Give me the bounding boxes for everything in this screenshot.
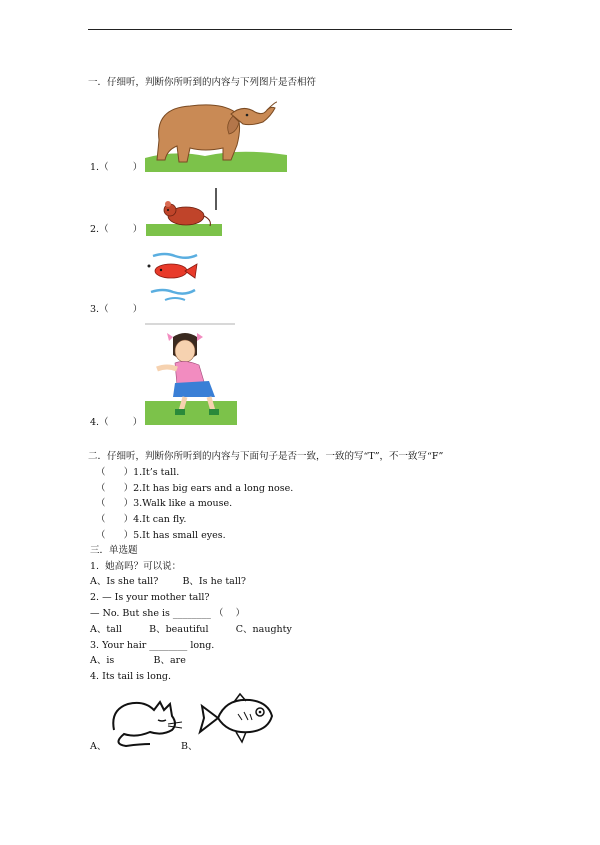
item-2-label: 2.（ ） [90, 224, 143, 235]
fish-picture [145, 250, 201, 308]
question-4: 4. Its tail is long. [90, 671, 172, 682]
option-a-label: A、 [90, 741, 107, 752]
section2-heading: 二．仔细听，判断你所听到的内容与下面句子是否一致，一致的写“T”，不一致写“F” [88, 451, 444, 462]
question-1-options: A、Is she tall? B、Is he tall? [90, 576, 246, 587]
option-b-label: B、 [181, 741, 198, 752]
fish-outline-picture [198, 690, 276, 746]
item-1-label: 1.（ ） [90, 162, 143, 173]
mouse-picture [146, 186, 222, 236]
header-rule [88, 29, 512, 30]
statement-1: （ ）1.It’s tall. [96, 467, 180, 478]
girl-picture [145, 323, 237, 425]
statement-5: （ ）5.It has small eyes. [96, 530, 226, 541]
elephant-picture [145, 100, 287, 172]
question-1: 1. 她高吗？可以说： [90, 561, 182, 572]
section3-heading: 三．单选题 [90, 545, 138, 556]
cat-picture [106, 690, 186, 748]
statement-2: （ ）2.It has big ears and a long nose. [96, 483, 294, 494]
section1-heading: 一．仔细听，判断你所听到的内容与下列图片是否相符 [88, 77, 317, 88]
question-2: 2. — Is your mother tall? [90, 592, 210, 603]
item-4-label: 4.（ ） [90, 417, 143, 428]
statement-4: （ ）4.It can fly. [96, 514, 187, 525]
item-3-label: 3.（ ） [90, 304, 143, 315]
question-2-answer-line: — No. But she is ________ （ ） [90, 608, 246, 619]
question-3-options: A、is B、are [90, 655, 186, 666]
question-3: 3. Your hair ________ long. [90, 640, 215, 651]
question-2-options: A、tall B、beautiful C、naughty [90, 624, 292, 635]
statement-3: （ ）3.Walk like a mouse. [96, 498, 233, 509]
